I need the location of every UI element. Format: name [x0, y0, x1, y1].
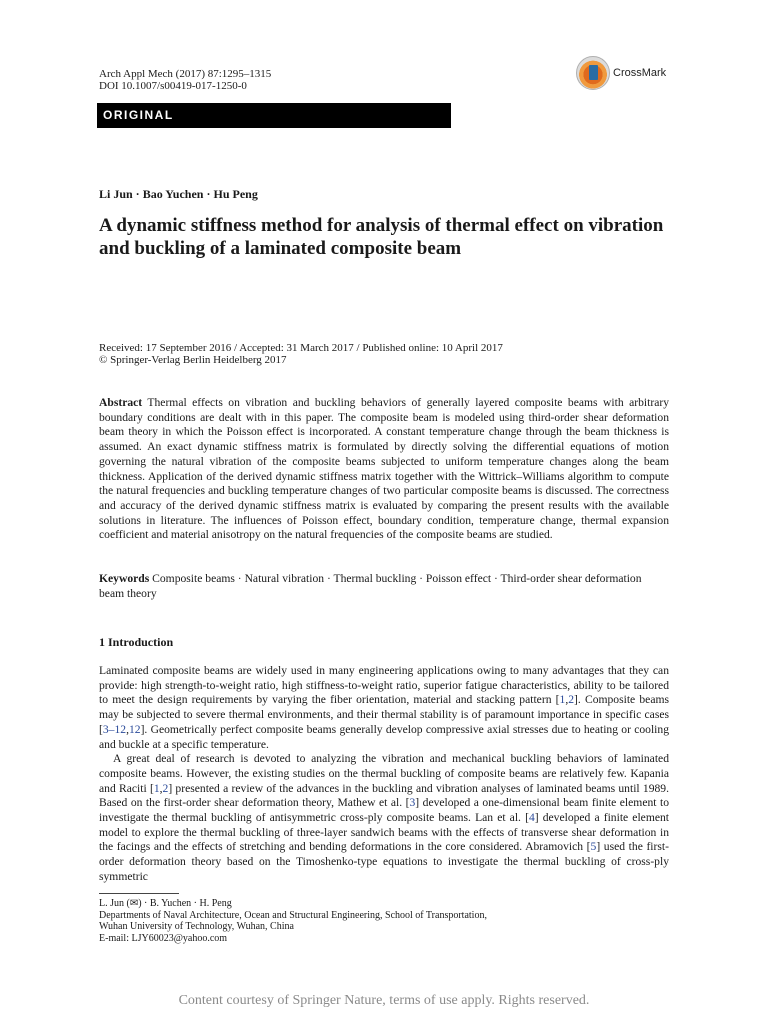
footnote-divider — [99, 893, 179, 894]
citation-link[interactable]: 2 — [162, 781, 169, 795]
footnote-authors: L. Jun (✉) · B. Yuchen · H. Peng — [99, 898, 232, 909]
text-run: , — [159, 781, 163, 795]
article-title: A dynamic stiffness method for analysis of thermal effect on vibration and buckling of a laminated composite beam — [99, 215, 664, 259]
text-run: ]. Geometrically perfect composite beams generally develop compressive axial stresses due to heating or cooling and buckle at a specific temperature. — [99, 722, 669, 751]
introduction-body — [99, 664, 669, 885]
citation-link[interactable]: 3–12 — [102, 722, 127, 736]
section-heading-introduction: 1 Introduction — [99, 635, 174, 649]
crossmark-label: CrossMark — [613, 67, 667, 79]
paragraph-1 — [99, 664, 669, 752]
text-run: ] developed a finite element model to explore the thermal buckling of three-layer sandwich beams with the effects of transverse shear deformation in the facings and the effects of stretching and bending deformations in the core considered. Abramovich [ — [99, 811, 670, 854]
citation-link[interactable]: 5 — [590, 840, 597, 854]
footnote-university: Wuhan University of Technology, Wuhan, China — [99, 921, 294, 932]
author-affiliation-footnote — [99, 898, 487, 944]
text-run: , — [126, 722, 129, 736]
text-run: Laminated composite beams are widely used in many engineering applications owing to many advantages that they can provide: high strength-to-weight ratio, high stiffness-to-weight ratio, superior fatigue characteristics, ability to be tailored to meet the design requirements by varying the fiber orientation, material and stacking pattern [ — [99, 664, 669, 707]
copyright-line: © Springer-Verlag Berlin Heidelberg 2017 — [99, 354, 287, 366]
citation-link[interactable]: 3 — [409, 796, 416, 810]
citation-link[interactable]: 4 — [528, 811, 535, 825]
footnote-department: Departments of Naval Architecture, Ocean and Structural Engineering, School of Transportation, — [99, 909, 487, 921]
citation-link[interactable]: 2 — [568, 693, 575, 707]
text-run: , — [565, 693, 569, 707]
text-run: ]. Composite beams may be subjected to severe thermal environments, and their thermal stability is of paramount importance in specific cases [ — [99, 693, 669, 736]
citation-link[interactable]: 1 — [153, 781, 160, 795]
keywords-text: Composite beams · Natural vibration · Thermal buckling · Poisson effect · Third-order shear deformation beam theory — [99, 572, 642, 600]
crossmark-icon — [576, 56, 610, 90]
text-run: A great deal of research is devoted to analyzing the vibration and mechanical buckling behaviors of laminated composite beams. However, the existing studies on the thermal buckling of composite beams are relatively few. Kapania and Raciti [ — [99, 752, 669, 795]
text-run: ] used the first-order deformation theory based on the Timoshenko-type equations to investigate the thermal buckling of cross-ply symmetric — [99, 840, 669, 883]
keywords — [99, 572, 669, 601]
abstract-label: Abstract — [99, 396, 143, 409]
journal-meta — [99, 68, 271, 92]
courtesy-notice: Content courtesy of Springer Nature, terms of use apply. Rights reserved. — [178, 993, 590, 1008]
abstract — [99, 396, 669, 543]
publication-dates — [99, 342, 503, 366]
history-dates: Received: 17 September 2016 / Accepted: 31 March 2017 / Published online: 10 April 2017 — [99, 342, 503, 354]
crossmark-badge[interactable] — [576, 56, 666, 90]
keywords-label: Keywords — [99, 572, 150, 585]
journal-citation: Arch Appl Mech (2017) 87:1295–1315 — [99, 68, 272, 80]
abstract-text: Thermal effects on vibration and buckling behaviors of generally layered composite beams with arbitrary boundary conditions are dealt with in this paper. The composite beam is modeled using third-order shear deformation beam theory in which the Poisson effect is incorporated. A constant temperature change through the beam thickness is assumed. An exact dynamic stiffness matrix is formulated by directly solving the differential equations of motion governing the natural vibration of the composite beams subjected to uniform temperature changes along the beam thickness. Application of the derived dynamic stiffness matrix together with the Wittrick–Williams algorithm to compute the natural frequencies and buckling temperature changes of two particular composite beams is discussed. The correctness and accuracy of the derived dynamic stiffness matrix is evaluated by comparing the present results with the available solutions in literature. The influences of Poisson effect, boundary condition, temperature change, thermal expansion coefficient and material anisotropy on the natural frequencies of the composite beams are studied. — [99, 396, 669, 542]
citation-link[interactable]: 12 — [128, 722, 141, 736]
author-list: Li Jun · Bao Yuchen · Hu Peng — [99, 187, 258, 201]
text-run: ] developed a one-dimensional beam finite element to investigate the thermal buckling of antisymmetric cross-ply composite beams. Lan et al. [ — [99, 796, 669, 825]
doi-link[interactable]: DOI 10.1007/s00419-017-1250-0 — [99, 80, 247, 92]
article-type-banner: ORIGINAL — [97, 103, 451, 128]
paragraph-2 — [99, 752, 669, 884]
footnote-email[interactable]: E-mail: LJY60023@yahoo.com — [99, 932, 228, 944]
text-run: ] presented a review of the advances in the buckling and vibration analyses of laminated beams until 1989. Based on the first-order shear deformation theory, Mathew et al. [ — [99, 781, 669, 810]
citation-link[interactable]: 1 — [559, 693, 566, 707]
